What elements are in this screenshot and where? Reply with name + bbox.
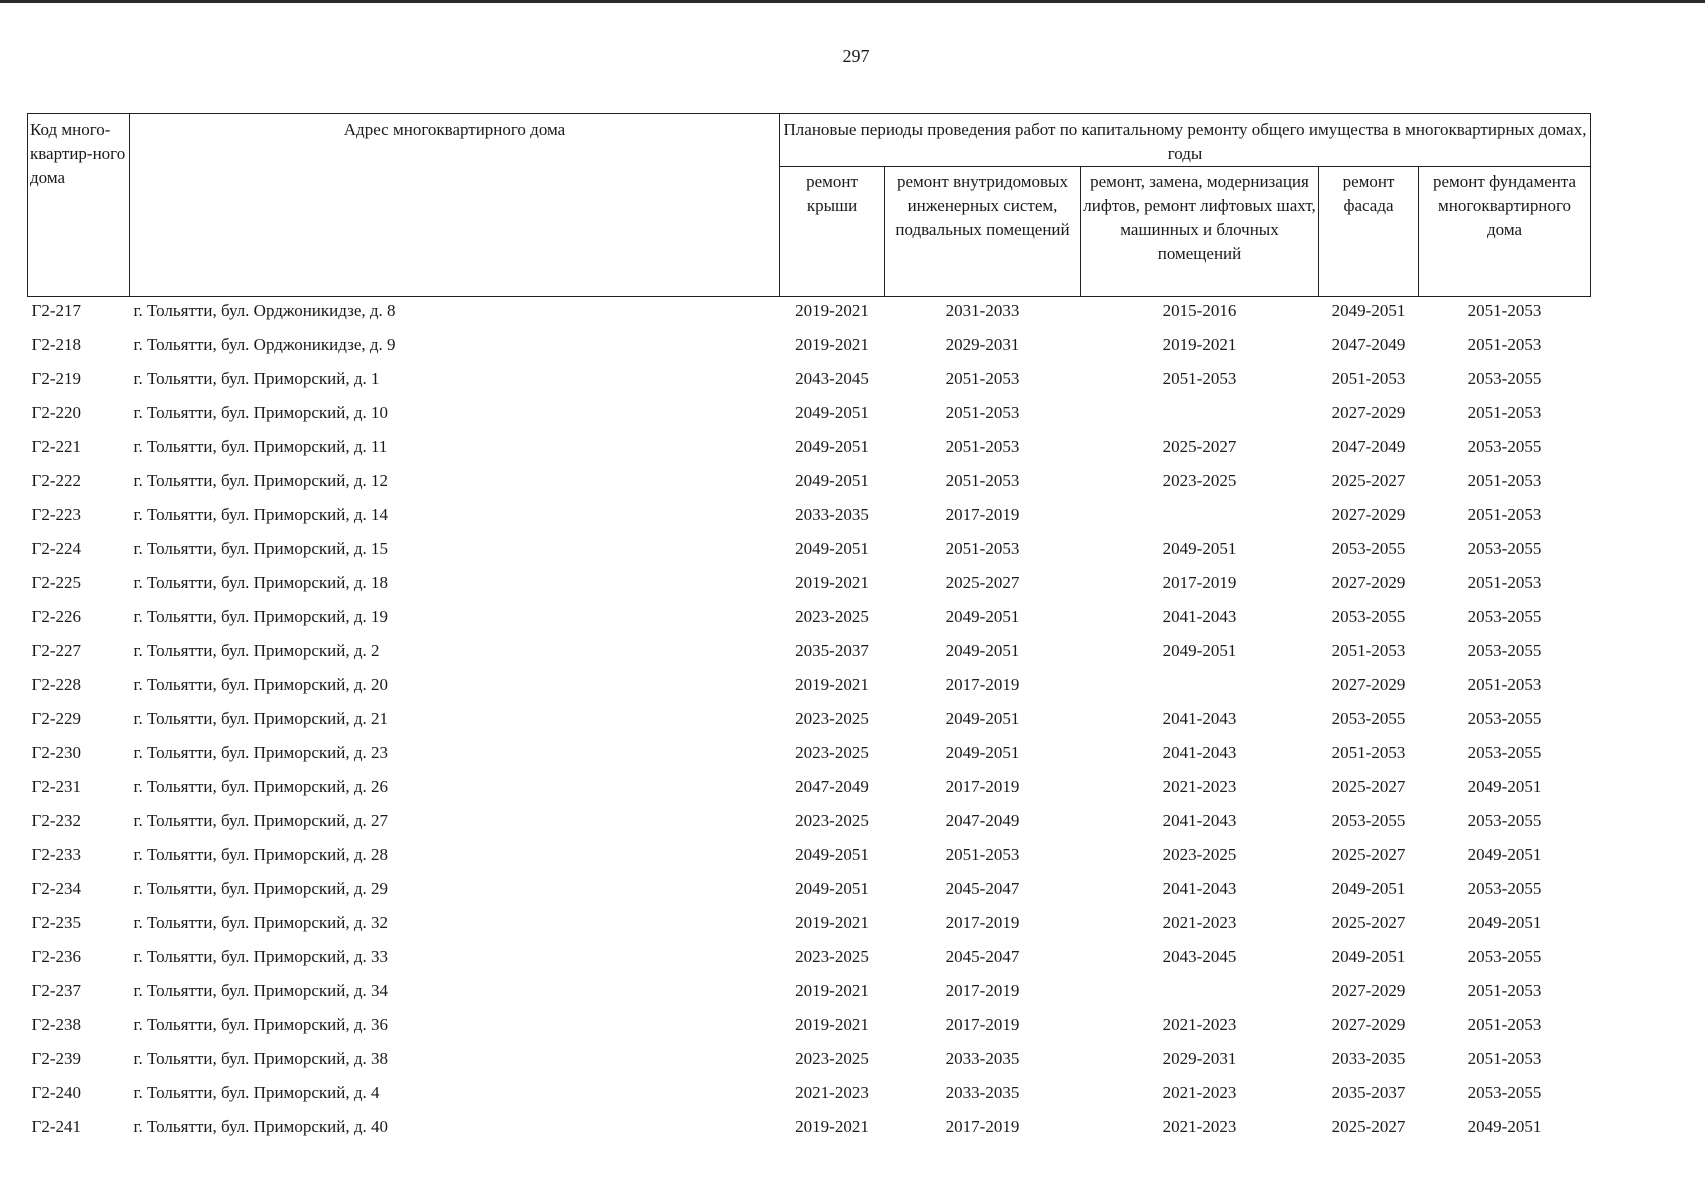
cell-elevators: 2049-2051 (1162, 539, 1237, 558)
cell-engineering: 2045-2047 (945, 947, 1020, 966)
cell-facade: 2047-2049 (1331, 335, 1406, 354)
table-row (28, 1011, 1591, 1045)
cell-code: Г2-240 (31, 1083, 81, 1102)
header-foundation: ремонт фундамента многоквартирного дома (1419, 167, 1591, 297)
cell-foundation: 2049-2051 (1467, 913, 1542, 932)
cell-facade: 2051-2053 (1331, 369, 1406, 388)
cell-roof: 2047-2049 (795, 777, 869, 796)
cell-roof: 2023-2025 (795, 811, 869, 830)
cell-engineering: 2033-2035 (945, 1083, 1020, 1102)
cell-elevators: 2019-2021 (1162, 335, 1237, 354)
cell-roof: 2019-2021 (795, 335, 869, 354)
cell-code: Г2-221 (31, 437, 81, 456)
cell-code: Г2-234 (31, 879, 81, 898)
cell-facade: 2053-2055 (1331, 539, 1406, 558)
cell-address: г. Тольятти, бул. Приморский, д. 23 (133, 743, 388, 762)
cell-roof: 2019-2021 (795, 573, 869, 592)
cell-engineering: 2047-2049 (945, 811, 1020, 830)
cell-elevators: 2021-2023 (1162, 1083, 1237, 1102)
cell-engineering: 2051-2053 (945, 369, 1020, 388)
cell-facade: 2051-2053 (1331, 641, 1406, 660)
cell-elevators (1081, 399, 1319, 433)
cell-code: Г2-238 (31, 1015, 81, 1034)
cell-facade: 2035-2037 (1331, 1083, 1406, 1102)
cell-code: Г2-239 (31, 1049, 81, 1068)
cell-elevators: 2041-2043 (1162, 607, 1237, 626)
cell-elevators: 2021-2023 (1162, 913, 1237, 932)
cell-address: г. Тольятти, бул. Приморский, д. 10 (133, 403, 388, 422)
cell-foundation: 2053-2055 (1467, 709, 1542, 728)
cell-roof: 2035-2037 (795, 641, 869, 660)
cell-code: Г2-235 (31, 913, 81, 932)
cell-code: Г2-228 (31, 675, 81, 694)
table-row (28, 331, 1591, 365)
cell-elevators (1081, 501, 1319, 535)
header-roof: ремонт крыши (780, 167, 885, 297)
cell-address: г. Тольятти, бул. Приморский, д. 20 (133, 675, 388, 694)
cell-roof: 2019-2021 (795, 913, 869, 932)
header-address: Адрес многоквартирного дома (130, 114, 780, 297)
cell-elevators: 2015-2016 (1162, 301, 1237, 320)
cell-facade: 2027-2029 (1331, 403, 1406, 422)
cell-address: г. Тольятти, бул. Приморский, д. 2 (133, 641, 380, 660)
cell-engineering: 2033-2035 (945, 1049, 1020, 1068)
cell-foundation: 2049-2051 (1467, 1117, 1542, 1136)
cell-code: Г2-241 (31, 1117, 81, 1136)
cell-address: г. Тольятти, бул. Приморский, д. 32 (133, 913, 388, 932)
cell-engineering: 2031-2033 (945, 301, 1020, 320)
cell-engineering: 2049-2051 (945, 641, 1020, 660)
cell-roof: 2021-2023 (795, 1083, 869, 1102)
cell-facade: 2049-2051 (1331, 301, 1406, 320)
cell-elevators: 2041-2043 (1162, 709, 1237, 728)
header-planned-periods: Плановые периоды проведения работ по капитальному ремонту общего имущества в многоквартирных домах, годы (780, 114, 1591, 167)
cell-elevators: 2049-2051 (1162, 641, 1237, 660)
cell-elevators: 2029-2031 (1162, 1049, 1237, 1068)
cell-roof: 2023-2025 (795, 709, 869, 728)
header-engineering: ремонт внутридомовых инженерных систем, подвальных помещений (885, 167, 1081, 297)
table-row (28, 501, 1591, 535)
cell-engineering: 2049-2051 (945, 607, 1020, 626)
cell-address: г. Тольятти, бул. Приморский, д. 1 (133, 369, 380, 388)
cell-engineering: 2029-2031 (945, 335, 1020, 354)
table-row (28, 739, 1591, 773)
cell-code: Г2-217 (31, 301, 81, 320)
cell-foundation: 2051-2053 (1467, 335, 1542, 354)
cell-code: Г2-237 (31, 981, 81, 1000)
cell-address: г. Тольятти, бул. Приморский, д. 4 (133, 1083, 380, 1102)
cell-address: г. Тольятти, бул. Приморский, д. 18 (133, 573, 388, 592)
cell-foundation: 2051-2053 (1467, 301, 1542, 320)
cell-code: Г2-218 (31, 335, 81, 354)
table-row (28, 1113, 1591, 1147)
cell-address: г. Тольятти, бул. Приморский, д. 26 (133, 777, 388, 796)
cell-elevators (1081, 671, 1319, 705)
cell-elevators: 2025-2027 (1162, 437, 1237, 456)
cell-elevators: 2041-2043 (1162, 743, 1237, 762)
table-row (28, 875, 1591, 909)
table-row (28, 671, 1591, 705)
cell-facade: 2053-2055 (1331, 811, 1406, 830)
table-row (28, 977, 1591, 1011)
cell-address: г. Тольятти, бул. Приморский, д. 27 (133, 811, 388, 830)
cell-roof: 2019-2021 (795, 1015, 869, 1034)
table-row (28, 399, 1591, 433)
cell-elevators: 2041-2043 (1162, 811, 1237, 830)
cell-engineering: 2017-2019 (945, 675, 1020, 694)
cell-foundation: 2051-2053 (1467, 1015, 1542, 1034)
cell-elevators: 2023-2025 (1162, 845, 1237, 864)
cell-foundation: 2053-2055 (1467, 879, 1542, 898)
cell-engineering: 2049-2051 (945, 743, 1020, 762)
cell-elevators: 2021-2023 (1162, 1015, 1237, 1034)
cell-elevators (1081, 977, 1319, 1011)
header-row-top (28, 114, 1591, 167)
cell-engineering: 2049-2051 (945, 709, 1020, 728)
cell-address: г. Тольятти, бул. Приморский, д. 34 (133, 981, 388, 1000)
cell-foundation: 2053-2055 (1467, 811, 1542, 830)
cell-roof: 2023-2025 (795, 607, 869, 626)
table-row (28, 297, 1591, 332)
cell-engineering: 2051-2053 (945, 471, 1020, 490)
cell-engineering: 2017-2019 (945, 981, 1020, 1000)
cell-facade: 2053-2055 (1331, 709, 1406, 728)
header-elevators: ремонт, замена, модернизация лифтов, ремонт лифтовых шахт, машинных и блочных помещений (1081, 167, 1319, 297)
cell-roof: 2043-2045 (795, 369, 869, 388)
cell-address: г. Тольятти, бул. Приморский, д. 11 (133, 437, 388, 456)
cell-foundation: 2053-2055 (1467, 641, 1542, 660)
table-row (28, 1045, 1591, 1079)
cell-address: г. Тольятти, бул. Приморский, д. 33 (133, 947, 388, 966)
cell-facade: 2027-2029 (1331, 505, 1406, 524)
cell-roof: 2049-2051 (795, 437, 869, 456)
header-code: Код много-квартир-ного дома (28, 114, 130, 297)
cell-engineering: 2017-2019 (945, 913, 1020, 932)
cell-address: г. Тольятти, бул. Приморский, д. 15 (133, 539, 388, 558)
table-row (28, 943, 1591, 977)
cell-facade: 2049-2051 (1331, 947, 1406, 966)
cell-foundation: 2053-2055 (1467, 743, 1542, 762)
cell-address: г. Тольятти, бул. Приморский, д. 19 (133, 607, 388, 626)
cell-facade: 2053-2055 (1331, 607, 1406, 626)
cell-foundation: 2051-2053 (1467, 981, 1542, 1000)
table-row (28, 841, 1591, 875)
cell-facade: 2025-2027 (1331, 777, 1406, 796)
cell-roof: 2049-2051 (795, 879, 869, 898)
cell-code: Г2-236 (31, 947, 81, 966)
table-row (28, 467, 1591, 501)
cell-elevators: 2021-2023 (1162, 1117, 1237, 1136)
cell-facade: 2027-2029 (1331, 1015, 1406, 1034)
table-body (28, 297, 1591, 1148)
cell-code: Г2-226 (31, 607, 81, 626)
cell-code: Г2-219 (31, 369, 81, 388)
cell-foundation: 2053-2055 (1467, 437, 1542, 456)
cell-foundation: 2053-2055 (1467, 947, 1542, 966)
cell-address: г. Тольятти, бул. Приморский, д. 29 (133, 879, 388, 898)
cell-foundation: 2049-2051 (1467, 845, 1542, 864)
table-row (28, 909, 1591, 943)
cell-foundation: 2049-2051 (1467, 777, 1542, 796)
cell-address: г. Тольятти, бул. Приморский, д. 12 (133, 471, 388, 490)
cell-roof: 2023-2025 (795, 947, 869, 966)
cell-roof: 2049-2051 (795, 403, 869, 422)
cell-facade: 2025-2027 (1331, 845, 1406, 864)
cell-roof: 2019-2021 (795, 1117, 869, 1136)
cell-foundation: 2051-2053 (1467, 471, 1542, 490)
top-border-line (0, 0, 1705, 3)
cell-code: Г2-233 (31, 845, 81, 864)
cell-code: Г2-224 (31, 539, 81, 558)
cell-roof: 2033-2035 (795, 505, 869, 524)
cell-roof: 2019-2021 (795, 301, 869, 320)
table-row (28, 569, 1591, 603)
cell-facade: 2047-2049 (1331, 437, 1406, 456)
table-row (28, 433, 1591, 467)
cell-foundation: 2053-2055 (1467, 539, 1542, 558)
table-row (28, 603, 1591, 637)
cell-engineering: 2051-2053 (945, 539, 1020, 558)
cell-engineering: 2017-2019 (945, 1117, 1020, 1136)
cell-foundation: 2051-2053 (1467, 505, 1542, 524)
cell-facade: 2025-2027 (1331, 913, 1406, 932)
cell-code: Г2-222 (31, 471, 81, 490)
table-row (28, 535, 1591, 569)
table-header (28, 114, 1591, 297)
cell-roof: 2049-2051 (795, 471, 869, 490)
cell-roof: 2019-2021 (795, 981, 869, 1000)
cell-address: г. Тольятти, бул. Приморский, д. 21 (133, 709, 388, 728)
cell-elevators: 2041-2043 (1162, 879, 1237, 898)
table-row (28, 807, 1591, 841)
cell-foundation: 2051-2053 (1467, 675, 1542, 694)
cell-code: Г2-231 (31, 777, 81, 796)
cell-engineering: 2017-2019 (945, 505, 1020, 524)
cell-engineering: 2017-2019 (945, 777, 1020, 796)
cell-foundation: 2051-2053 (1467, 403, 1542, 422)
cell-foundation: 2053-2055 (1467, 369, 1542, 388)
cell-address: г. Тольятти, бул. Приморский, д. 28 (133, 845, 388, 864)
cell-roof: 2049-2051 (795, 539, 869, 558)
cell-elevators: 2043-2045 (1162, 947, 1237, 966)
capital-repair-table (27, 113, 1591, 1147)
cell-facade: 2049-2051 (1331, 879, 1406, 898)
cell-elevators: 2021-2023 (1162, 777, 1237, 796)
cell-foundation: 2053-2055 (1467, 607, 1542, 626)
cell-address: г. Тольятти, бул. Приморский, д. 38 (133, 1049, 388, 1068)
cell-engineering: 2017-2019 (945, 1015, 1020, 1034)
cell-foundation: 2053-2055 (1467, 1083, 1542, 1102)
cell-elevators: 2051-2053 (1162, 369, 1237, 388)
cell-address: г. Тольятти, бул. Приморский, д. 36 (133, 1015, 388, 1034)
cell-facade: 2027-2029 (1331, 981, 1406, 1000)
cell-code: Г2-230 (31, 743, 81, 762)
cell-roof: 2019-2021 (795, 675, 869, 694)
cell-engineering: 2045-2047 (945, 879, 1020, 898)
table-row (28, 637, 1591, 671)
cell-foundation: 2051-2053 (1467, 1049, 1542, 1068)
cell-code: Г2-227 (31, 641, 81, 660)
cell-engineering: 2051-2053 (945, 403, 1020, 422)
cell-roof: 2049-2051 (795, 845, 869, 864)
cell-code: Г2-232 (31, 811, 81, 830)
cell-foundation: 2051-2053 (1467, 573, 1542, 592)
cell-facade: 2027-2029 (1331, 573, 1406, 592)
table-row (28, 365, 1591, 399)
cell-facade: 2051-2053 (1331, 743, 1406, 762)
cell-roof: 2023-2025 (795, 743, 869, 762)
table-row (28, 773, 1591, 807)
cell-code: Г2-223 (31, 505, 81, 524)
cell-elevators: 2017-2019 (1162, 573, 1237, 592)
table-row (28, 705, 1591, 739)
cell-address: г. Тольятти, бул. Орджоникидзе, д. 9 (133, 335, 396, 354)
cell-engineering: 2051-2053 (945, 845, 1020, 864)
cell-facade: 2025-2027 (1331, 471, 1406, 490)
cell-roof: 2023-2025 (795, 1049, 869, 1068)
cell-address: г. Тольятти, бул. Приморский, д. 40 (133, 1117, 388, 1136)
cell-code: Г2-220 (31, 403, 81, 422)
header-facade: ремонт фасада (1319, 167, 1419, 297)
cell-elevators: 2023-2025 (1162, 471, 1237, 490)
cell-facade: 2025-2027 (1331, 1117, 1406, 1136)
cell-code: Г2-225 (31, 573, 81, 592)
table-row (28, 1079, 1591, 1113)
page-number: 297 (842, 46, 870, 66)
cell-address: г. Тольятти, бул. Приморский, д. 14 (133, 505, 388, 524)
cell-engineering: 2025-2027 (945, 573, 1020, 592)
cell-facade: 2033-2035 (1331, 1049, 1406, 1068)
cell-engineering: 2051-2053 (945, 437, 1020, 456)
cell-code: Г2-229 (31, 709, 81, 728)
cell-facade: 2027-2029 (1331, 675, 1406, 694)
cell-address: г. Тольятти, бул. Орджоникидзе, д. 8 (133, 301, 396, 320)
